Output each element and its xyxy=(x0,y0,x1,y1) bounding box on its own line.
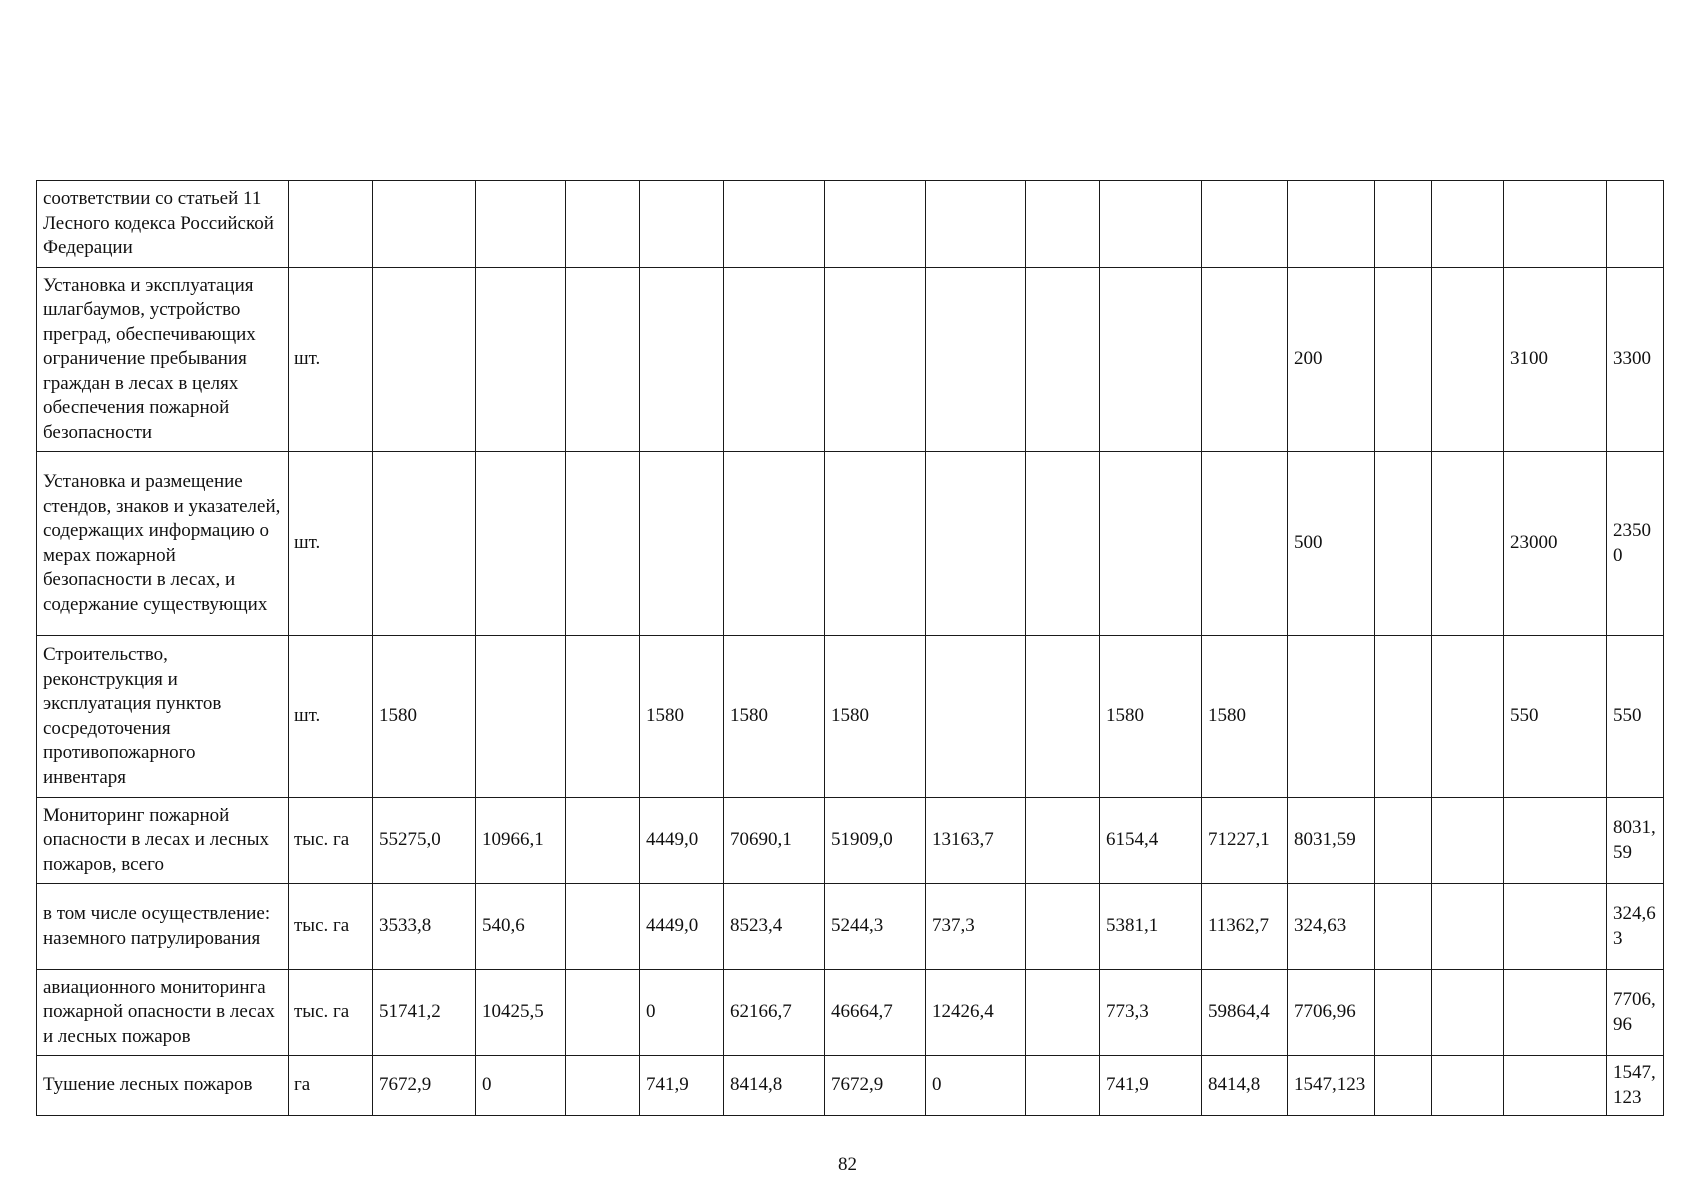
row-value-cell xyxy=(566,181,640,268)
row-value-cell xyxy=(640,452,724,636)
table-row xyxy=(37,636,1664,798)
row-value-cell: 13163,7 xyxy=(926,798,1026,884)
row-value-cell: 6154,4 xyxy=(1100,798,1202,884)
row-value-cell: 12426,4 xyxy=(926,970,1026,1056)
row-value-cell xyxy=(1026,268,1100,452)
row-value-cell: 1580 xyxy=(724,636,825,798)
table-row xyxy=(37,884,1664,970)
row-value-cell: 55275,0 xyxy=(373,798,476,884)
data-table xyxy=(36,180,1664,1116)
row-value-cell xyxy=(566,452,640,636)
row-value-cell: 4449,0 xyxy=(640,884,724,970)
row-value-cell xyxy=(1432,636,1504,798)
row-value-cell xyxy=(476,268,566,452)
row-value-cell xyxy=(1100,452,1202,636)
row-value-cell: 550 xyxy=(1504,636,1607,798)
row-value-cell xyxy=(566,970,640,1056)
row-value-cell xyxy=(1288,636,1375,798)
row-value-cell xyxy=(566,798,640,884)
row-value-cell: 1580 xyxy=(825,636,926,798)
row-description: Установка и размещение стендов, знаков и указателей, содержащих информацию о мерах пожарной безопасности в лесах, и содержание существующих xyxy=(37,452,289,636)
row-value-cell: 1547,123 xyxy=(1288,1056,1375,1116)
row-value-cell: 737,3 xyxy=(926,884,1026,970)
row-value-cell xyxy=(825,268,926,452)
row-value-cell: 8523,4 xyxy=(724,884,825,970)
row-value-cell: 23000 xyxy=(1504,452,1607,636)
row-value-cell xyxy=(476,636,566,798)
row-value-cell xyxy=(640,181,724,268)
row-value-cell: 1580 xyxy=(1100,636,1202,798)
row-value-cell: 741,9 xyxy=(640,1056,724,1116)
table-row xyxy=(37,798,1664,884)
row-unit: тыс. га xyxy=(289,970,373,1056)
row-description: Строительство, реконструкция и эксплуатация пунктов сосредоточения противопожарного инвентаря xyxy=(37,636,289,798)
row-value-cell: 8031,59 xyxy=(1607,798,1664,884)
row-value-cell: 324,63 xyxy=(1607,884,1664,970)
row-value-cell xyxy=(1375,1056,1432,1116)
row-value-cell xyxy=(1375,970,1432,1056)
table-row xyxy=(37,268,1664,452)
row-value-cell xyxy=(1026,884,1100,970)
row-value-cell: 10966,1 xyxy=(476,798,566,884)
row-value-cell: 0 xyxy=(640,970,724,1056)
row-value-cell: 7706,96 xyxy=(1607,970,1664,1056)
row-value-cell: 71227,1 xyxy=(1202,798,1288,884)
row-value-cell: 1580 xyxy=(1202,636,1288,798)
row-value-cell: 0 xyxy=(926,1056,1026,1116)
row-value-cell xyxy=(1432,452,1504,636)
row-value-cell xyxy=(1026,452,1100,636)
row-value-cell: 0 xyxy=(476,1056,566,1116)
row-value-cell xyxy=(926,268,1026,452)
row-value-cell xyxy=(1375,798,1432,884)
row-value-cell xyxy=(1375,636,1432,798)
row-value-cell: 200 xyxy=(1288,268,1375,452)
row-description: Установка и эксплуатация шлагбаумов, устройство преград, обеспечивающих ограничение пребывания граждан в лесах в целях обеспечения пожарной безопасности xyxy=(37,268,289,452)
row-value-cell xyxy=(1607,181,1664,268)
row-value-cell xyxy=(1432,884,1504,970)
row-value-cell xyxy=(373,452,476,636)
row-value-cell: 59864,4 xyxy=(1202,970,1288,1056)
row-description: авиационного мониторинга пожарной опасности в лесах и лесных пожаров xyxy=(37,970,289,1056)
row-value-cell xyxy=(1026,798,1100,884)
row-value-cell: 773,3 xyxy=(1100,970,1202,1056)
row-value-cell xyxy=(825,452,926,636)
row-value-cell: 7672,9 xyxy=(373,1056,476,1116)
row-value-cell xyxy=(373,268,476,452)
row-value-cell xyxy=(1375,452,1432,636)
row-value-cell xyxy=(926,636,1026,798)
row-value-cell xyxy=(1202,181,1288,268)
row-value-cell: 1547,123 xyxy=(1607,1056,1664,1116)
row-value-cell xyxy=(825,181,926,268)
row-description: соответствии со статьей 11 Лесного кодекса Российской Федерации xyxy=(37,181,289,268)
row-value-cell: 741,9 xyxy=(1100,1056,1202,1116)
row-value-cell: 11362,7 xyxy=(1202,884,1288,970)
row-value-cell xyxy=(1504,970,1607,1056)
row-value-cell: 1580 xyxy=(640,636,724,798)
row-value-cell xyxy=(1375,884,1432,970)
row-value-cell: 5244,3 xyxy=(825,884,926,970)
row-value-cell xyxy=(566,1056,640,1116)
row-value-cell: 7706,96 xyxy=(1288,970,1375,1056)
table-row xyxy=(37,181,1664,268)
row-value-cell xyxy=(566,884,640,970)
row-value-cell: 8414,8 xyxy=(724,1056,825,1116)
table-row xyxy=(37,452,1664,636)
row-value-cell xyxy=(1026,636,1100,798)
row-value-cell xyxy=(724,452,825,636)
row-value-cell: 500 xyxy=(1288,452,1375,636)
row-value-cell: 70690,1 xyxy=(724,798,825,884)
row-value-cell: 3100 xyxy=(1504,268,1607,452)
row-value-cell: 550 xyxy=(1607,636,1664,798)
table-row xyxy=(37,970,1664,1056)
row-value-cell xyxy=(724,268,825,452)
row-value-cell xyxy=(1432,970,1504,1056)
row-value-cell xyxy=(926,452,1026,636)
row-value-cell: 4449,0 xyxy=(640,798,724,884)
row-value-cell: 3533,8 xyxy=(373,884,476,970)
row-value-cell: 1580 xyxy=(373,636,476,798)
row-unit: шт. xyxy=(289,636,373,798)
table-body xyxy=(37,181,1664,1116)
row-value-cell xyxy=(1026,1056,1100,1116)
row-value-cell xyxy=(1100,268,1202,452)
row-value-cell: 8031,59 xyxy=(1288,798,1375,884)
row-value-cell: 51741,2 xyxy=(373,970,476,1056)
page-number: 82 xyxy=(838,1154,857,1175)
row-value-cell xyxy=(1504,798,1607,884)
row-value-cell: 5381,1 xyxy=(1100,884,1202,970)
row-unit: тыс. га xyxy=(289,884,373,970)
table-row xyxy=(37,1056,1664,1116)
row-value-cell xyxy=(1100,181,1202,268)
row-value-cell xyxy=(476,452,566,636)
row-description: Мониторинг пожарной опасности в лесах и лесных пожаров, всего xyxy=(37,798,289,884)
row-value-cell: 324,63 xyxy=(1288,884,1375,970)
row-value-cell xyxy=(724,181,825,268)
row-value-cell xyxy=(926,181,1026,268)
row-value-cell: 10425,5 xyxy=(476,970,566,1056)
row-value-cell: 7672,9 xyxy=(825,1056,926,1116)
row-value-cell: 8414,8 xyxy=(1202,1056,1288,1116)
row-value-cell xyxy=(476,181,566,268)
row-value-cell: 3300 xyxy=(1607,268,1664,452)
row-value-cell xyxy=(1288,181,1375,268)
row-unit: шт. xyxy=(289,452,373,636)
row-value-cell xyxy=(1432,1056,1504,1116)
row-value-cell xyxy=(1432,798,1504,884)
row-value-cell xyxy=(640,268,724,452)
row-value-cell xyxy=(1432,268,1504,452)
row-value-cell: 62166,7 xyxy=(724,970,825,1056)
row-unit: шт. xyxy=(289,268,373,452)
row-unit: тыс. га xyxy=(289,798,373,884)
row-value-cell: 51909,0 xyxy=(825,798,926,884)
row-value-cell xyxy=(1504,181,1607,268)
row-value-cell xyxy=(1026,970,1100,1056)
row-value-cell xyxy=(566,636,640,798)
row-description: Тушение лесных пожаров xyxy=(37,1056,289,1116)
row-value-cell xyxy=(1375,181,1432,268)
row-value-cell: 46664,7 xyxy=(825,970,926,1056)
row-value-cell xyxy=(1375,268,1432,452)
row-value-cell xyxy=(1026,181,1100,268)
row-value-cell xyxy=(1202,268,1288,452)
row-value-cell xyxy=(1504,884,1607,970)
row-unit: га xyxy=(289,1056,373,1116)
row-value-cell xyxy=(373,181,476,268)
row-unit xyxy=(289,181,373,268)
row-value-cell: 23500 xyxy=(1607,452,1664,636)
row-value-cell: 540,6 xyxy=(476,884,566,970)
row-value-cell xyxy=(1432,181,1504,268)
row-description: в том числе осуществление: наземного патрулирования xyxy=(37,884,289,970)
row-value-cell xyxy=(1202,452,1288,636)
row-value-cell xyxy=(566,268,640,452)
row-value-cell xyxy=(1504,1056,1607,1116)
